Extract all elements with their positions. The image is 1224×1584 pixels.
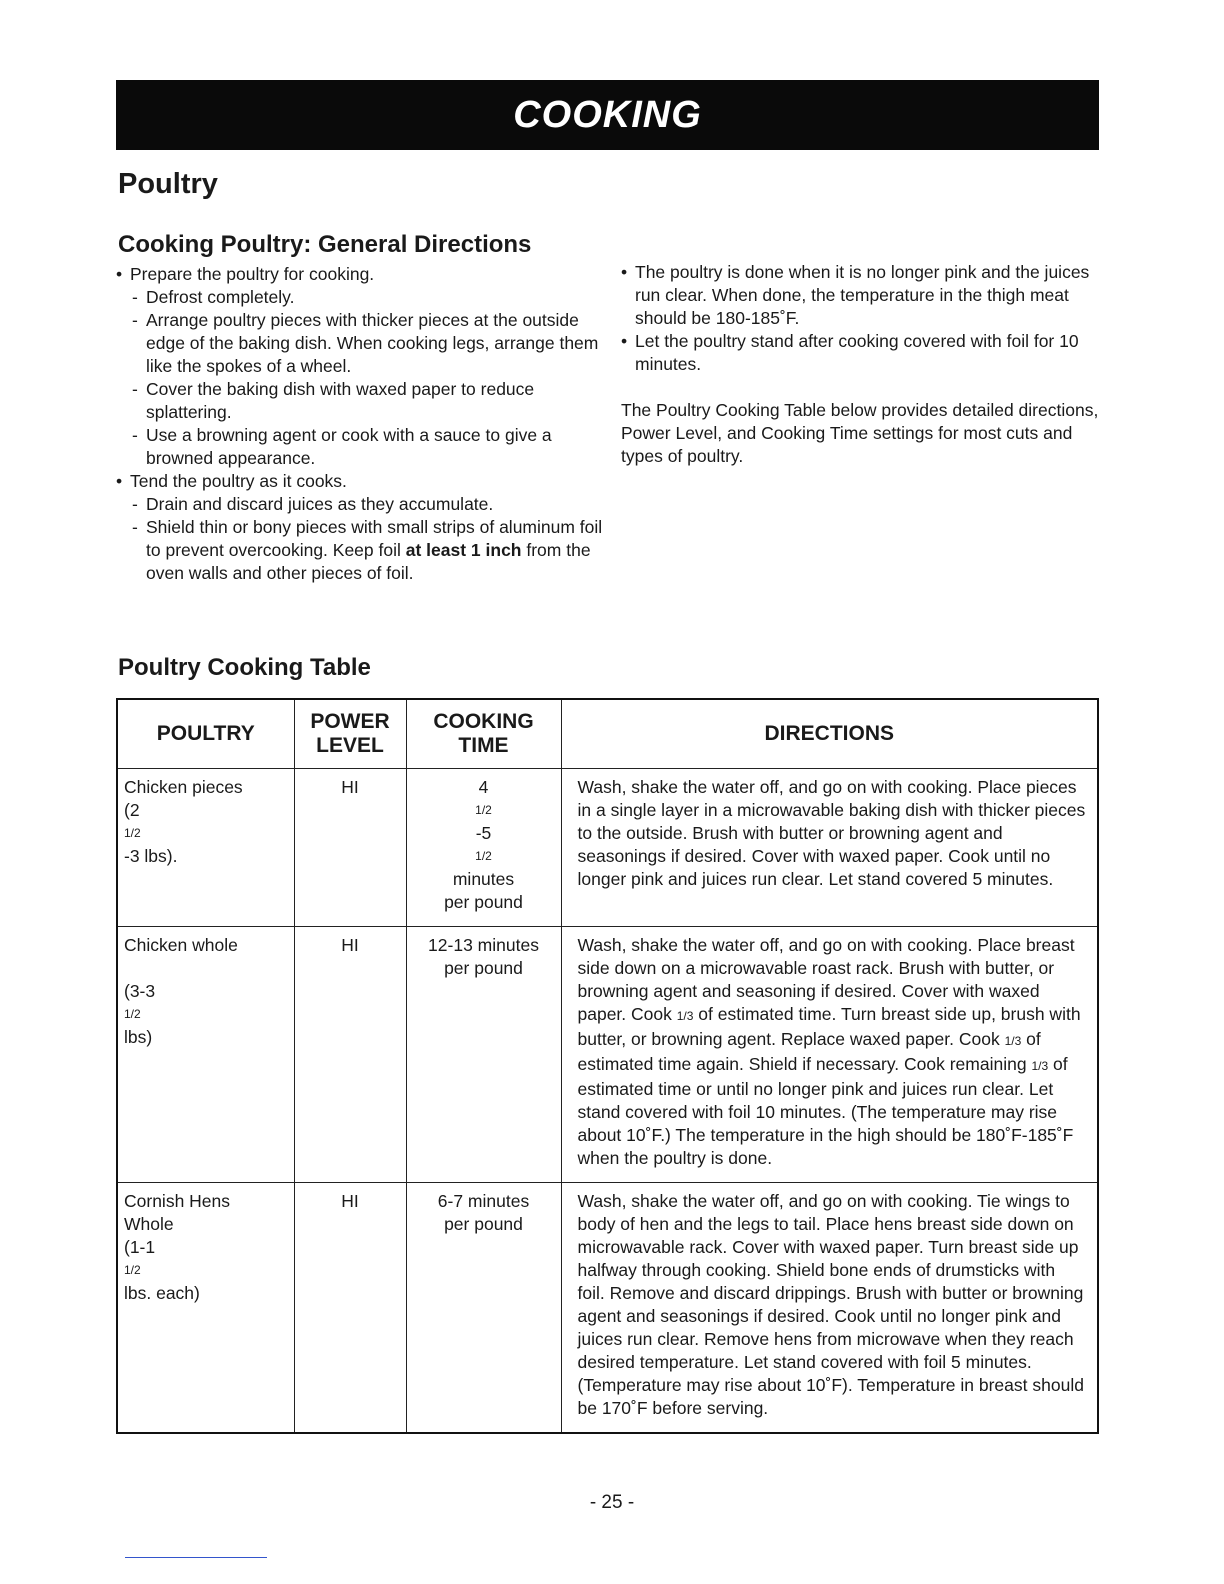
- bullet-prepare: • Prepare the poultry for cooking.: [116, 263, 606, 286]
- sub-defrost: - Defrost completely.: [116, 286, 606, 309]
- table-intro-paragraph: The Poultry Cooking Table below provides detailed directions, Power Level, and Cooking Time settings for most cuts and types of poultry.: [621, 400, 1099, 466]
- page-title: Poultry: [118, 168, 218, 200]
- sub-arrange: - Arrange poultry pieces with thicker pieces at the outside edge of the baking dish. When cooking legs, arrange them like the spokes of a wheel.: [116, 309, 606, 378]
- cell-poultry: Chicken pieces (2 1/2 -3 lbs).: [117, 769, 294, 927]
- table-row: [117, 927, 1098, 1183]
- bullet-tend: • Tend the poultry as it cooks.: [116, 470, 606, 493]
- section-banner: [116, 80, 1099, 150]
- header-poultry: POULTRY: [117, 699, 294, 769]
- general-directions-heading: Cooking Poultry: General Directions: [118, 231, 532, 258]
- cell-directions: Wash, shake the water off, and go on with cooking. Place breast side down on a microwavable roast rack. Brush with butter, or browning agent and seasoning if desired. Cover with waxed paper. Cook 1/3 of estimated time. Turn breast side up, brush with butter, or browning agent. Replace waxed paper. Cook 1/3 of estimated time again. Shield if necessary. Cook remaining 1/3 of estimated time or until no longer pink and juices run clear. Let stand covered with foil 10 minutes. (The temperature may rise about 10˚F.) The temperature in the high should be 180˚F-185˚F when the poultry is done.: [561, 927, 1098, 1183]
- cell-power: HI: [294, 769, 406, 927]
- table-header-row: [117, 699, 1098, 769]
- table-title: Poultry Cooking Table: [118, 654, 371, 681]
- header-directions: DIRECTIONS: [561, 699, 1098, 769]
- page-number: - 25 -: [589, 1492, 635, 1513]
- sub-shield: [116, 516, 606, 585]
- shield-text-bold: at least 1 inch: [405, 540, 522, 560]
- header-power-level: POWER LEVEL: [294, 699, 406, 769]
- cell-time: 4 1/2 -5 1/2 minutes per pound: [406, 769, 561, 927]
- cell-poultry: Cornish Hens Whole (1-1 1/2 lbs. each): [117, 1183, 294, 1434]
- table-row: [117, 1183, 1098, 1434]
- sub-browning: - Use a browning agent or cook with a sauce to give a browned appearance.: [116, 424, 606, 470]
- header-cooking-time: COOKING TIME: [406, 699, 561, 769]
- bullet-doneness: • The poultry is done when it is no longer pink and the juices run clear. When done, the temperature in the thigh meat should be 180-185˚F.: [621, 261, 1106, 330]
- poultry-cooking-table: [116, 698, 1099, 1434]
- shield-text-a: Shield thin or bony pieces with small strips of aluminum foil to prevent overcooking. Keep foil: [146, 517, 603, 560]
- cell-directions: Wash, shake the water off, and go on with cooking. Tie wings to body of hen and the legs to tail. Place hens breast side down on microwavable rack. Cover with waxed paper. Turn breast side up halfway through cooking. Shield bone ends of drumsticks with foil. Remove and discard drippings. Brush with butter or browning agent and seasonings if desired. Cook until no longer pink and juices run clear. Remove hens from microwave when they reach desired temperature. Let stand covered with foil 5 minutes. (Temperature may rise about 10˚F). Temperature in breast should be 170˚F before serving.: [561, 1183, 1098, 1434]
- cell-time: 12-13 minutes per pound: [406, 927, 561, 1183]
- shield-text-b: from the oven walls and other pieces of foil.: [146, 540, 591, 583]
- sub-drain: - Drain and discard juices as they accumulate.: [116, 493, 606, 516]
- underline-rule: [125, 1557, 267, 1558]
- table-row: [117, 769, 1098, 927]
- general-directions-left-column: [116, 263, 606, 585]
- banner-title: COOKING: [513, 93, 702, 136]
- cell-directions: Wash, shake the water off, and go on with cooking. Place pieces in a single layer in a microwavable baking dish with thicker pieces to the outside. Brush with butter or browning agent and seasonings if desired. Cover with waxed paper. Cook until no longer pink and juices run clear. Let stand covered 5 minutes.: [561, 769, 1098, 927]
- bullet-standing: • Let the poultry stand after cooking covered with foil for 10 minutes.: [621, 330, 1106, 376]
- general-directions-right-column: [621, 261, 1106, 468]
- cell-power: HI: [294, 927, 406, 1183]
- cell-poultry: Chicken whole (3-3 1/2 lbs): [117, 927, 294, 1183]
- sub-cover: - Cover the baking dish with waxed paper to reduce splattering.: [116, 378, 606, 424]
- cell-time: 6-7 minutes per pound: [406, 1183, 561, 1434]
- cell-power: HI: [294, 1183, 406, 1434]
